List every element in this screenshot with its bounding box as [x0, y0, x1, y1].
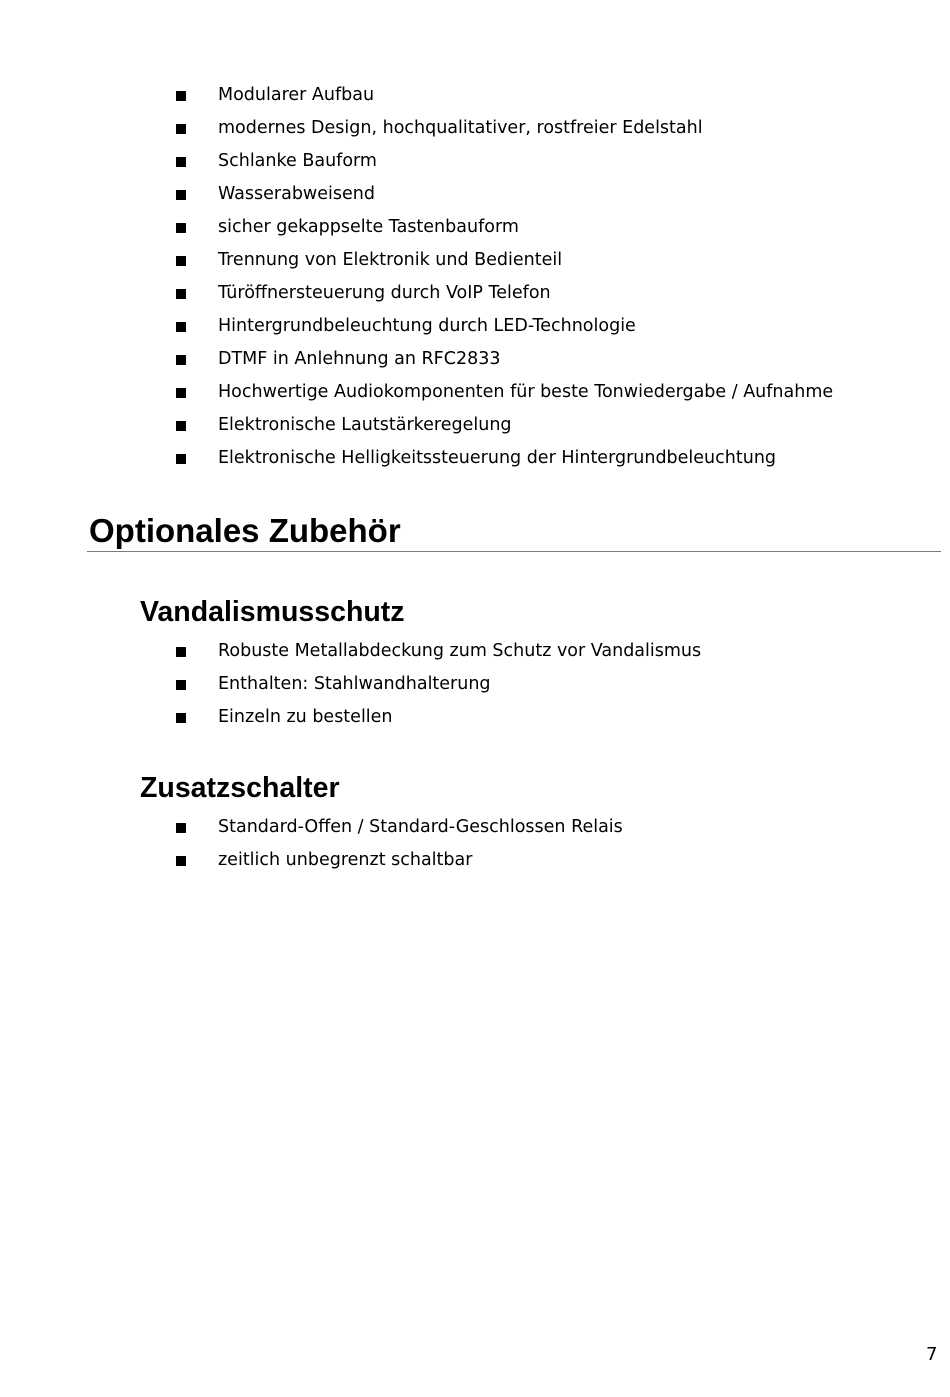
list-item-text: zeitlich unbegrenzt schaltbar: [218, 850, 473, 870]
list-item-text: Elektronische Helligkeitssteuerung der Hintergrundbeleuchtung: [218, 448, 777, 468]
list-item-text: sicher gekappselte Tastenbauform: [218, 217, 519, 237]
square-bullet-icon: [176, 355, 186, 365]
square-bullet-icon: [176, 223, 186, 233]
list-item-text: Schlanke Bauform: [218, 151, 377, 171]
list-item-text: modernes Design, hochqualitativer, rostfreier Edelstahl: [218, 118, 703, 138]
list-item-text: Enthalten: Stahlwandhalterung: [218, 674, 491, 694]
square-bullet-icon: [176, 856, 186, 866]
list-item-text: DTMF in Anlehnung an RFC2833: [218, 349, 501, 369]
page-number: 7: [926, 1344, 938, 1365]
square-bullet-icon: [176, 713, 186, 723]
list-item-text: Standard-Offen / Standard-Geschlossen Relais: [218, 817, 623, 837]
square-bullet-icon: [176, 388, 186, 398]
square-bullet-icon: [176, 190, 186, 200]
square-bullet-icon: [176, 421, 186, 431]
subsection-title-zusatzschalter: Zusatzschalter: [140, 772, 340, 804]
square-bullet-icon: [176, 289, 186, 299]
list-item-text: Hochwertige Audiokomponenten für beste Tonwiedergabe / Aufnahme: [218, 382, 834, 402]
square-bullet-icon: [176, 157, 186, 167]
list-item-text: Modularer Aufbau: [218, 85, 375, 105]
square-bullet-icon: [176, 823, 186, 833]
square-bullet-icon: [176, 454, 186, 464]
square-bullet-icon: [176, 256, 186, 266]
square-bullet-icon: [176, 322, 186, 332]
subsection-title-vandalismus: Vandalismusschutz: [140, 596, 405, 628]
list-item-text: Elektronische Lautstärkeregelung: [218, 415, 512, 435]
section-title: Optionales Zubehör: [89, 512, 401, 549]
list-item-text: Einzeln zu bestellen: [218, 707, 393, 727]
square-bullet-icon: [176, 124, 186, 134]
section-divider: [87, 551, 941, 552]
list-item-text: Trennung von Elektronik und Bedienteil: [218, 250, 563, 270]
square-bullet-icon: [176, 647, 186, 657]
square-bullet-icon: [176, 680, 186, 690]
list-item-text: Robuste Metallabdeckung zum Schutz vor Vandalismus: [218, 641, 702, 661]
list-item-text: Wasserabweisend: [218, 184, 375, 204]
list-item-text: Türöffnersteuerung durch VoIP Telefon: [218, 283, 551, 303]
list-item-text: Hintergrundbeleuchtung durch LED-Technologie: [218, 316, 636, 336]
square-bullet-icon: [176, 91, 186, 101]
